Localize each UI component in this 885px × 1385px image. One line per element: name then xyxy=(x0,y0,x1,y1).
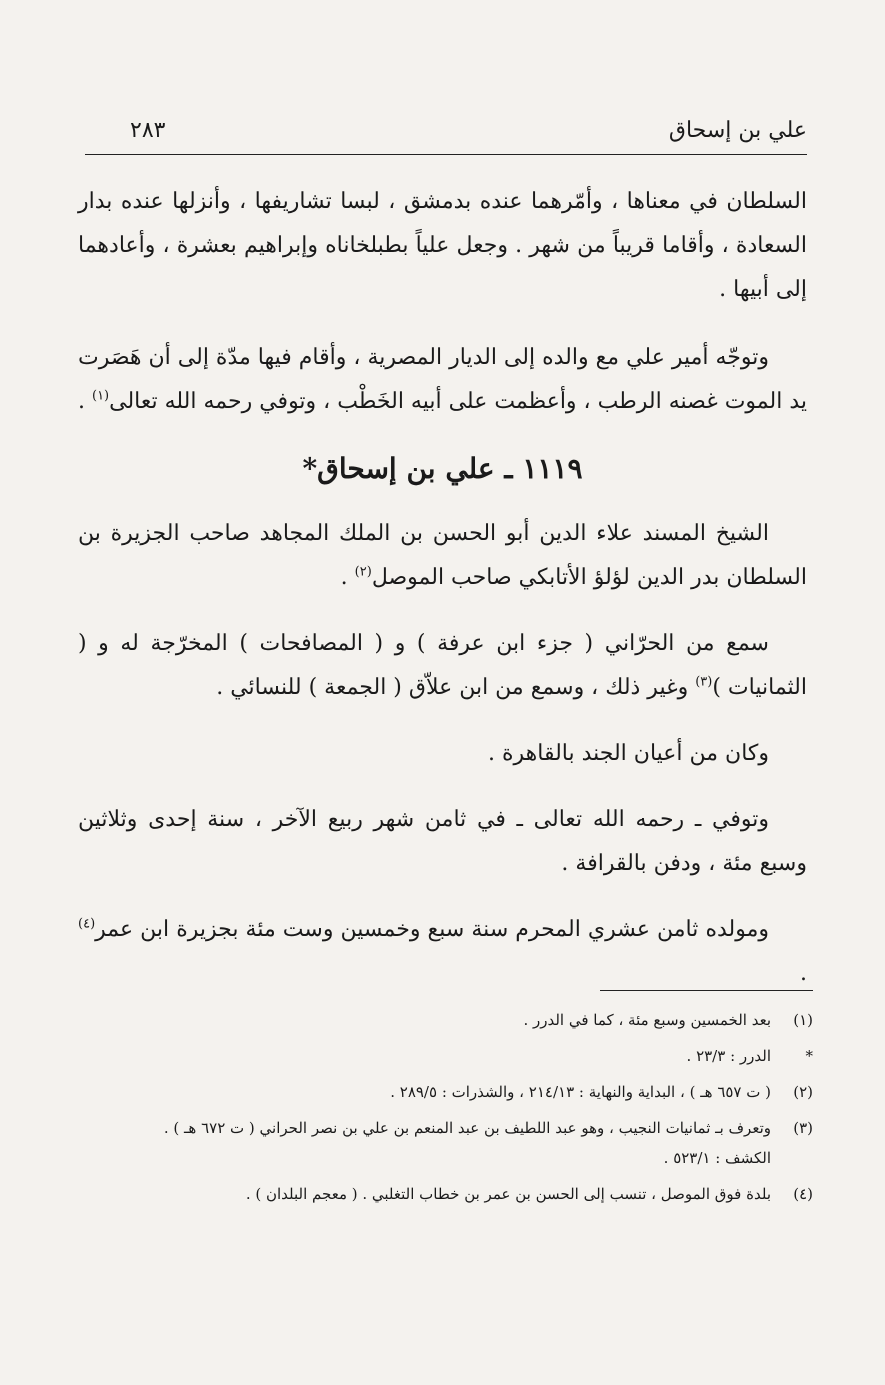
footnote xyxy=(120,1113,813,1173)
entry-heading: ١١١٩ ـ علي بن إسحاق* xyxy=(302,452,583,485)
footnote-mark: (٢) xyxy=(793,1083,813,1101)
footnote-text: الدرر : ٢٣/٣ . xyxy=(686,1047,771,1065)
paragraph xyxy=(78,336,807,424)
paragraph-text: وغير ذلك ، وسمع من ابن علاّق ( الجمعة ) للنسائي . xyxy=(216,675,696,700)
paragraph-text: سمع من الحرّاني ( جزء ابن عرفة ) و ( المصافحات ) المخرّجة له و ( الثمانيات ) xyxy=(78,631,807,700)
paragraph xyxy=(78,732,807,776)
footnotes xyxy=(120,1005,813,1215)
footnote-text: بلدة فوق الموصل ، تنسب إلى الحسن بن عمر بن خطاب التغلبي . ( معجم البلدان ) . xyxy=(245,1185,771,1203)
paragraph-text: وتوفي ـ رحمه الله تعالى ـ في ثامن شهر ربيع الآخر ، سنة إحدى وثلاثين وسبع مئة ، ودفن بالقرافة . xyxy=(78,807,807,876)
paragraph xyxy=(78,180,807,312)
paragraph-end: . xyxy=(800,961,807,986)
footnote-ref: (٢) xyxy=(354,564,372,580)
paragraph-text: وكان من أعيان الجند بالقاهرة . xyxy=(487,741,769,766)
footnote-ref: (٤) xyxy=(78,916,96,932)
footnote xyxy=(120,1041,813,1071)
paragraph xyxy=(78,798,807,886)
footnote-divider xyxy=(600,990,813,991)
paragraph-end: . xyxy=(340,565,355,590)
paragraph xyxy=(78,622,807,710)
paragraph xyxy=(78,512,807,600)
paragraph-end: . xyxy=(77,389,92,414)
paragraph-text: وتوجّه أمير علي مع والده إلى الديار المصرية ، وأقام فيها مدّة إلى أن هَصَرت يد الموت غصنه الرطب ، وأعظمت على أبيه الخَطْب ، وتوفي رحمه الله تعالى xyxy=(78,345,807,414)
footnote-text: بعد الخمسين وسبع مئة ، كما في الدرر . xyxy=(523,1011,771,1029)
footnote-ref: (٣) xyxy=(695,674,713,690)
footnote-ref: (١) xyxy=(91,388,110,404)
paragraph-text: ومولده ثامن عشري المحرم سنة سبع وخمسين وست مئة بجزيرة ابن عمر xyxy=(95,917,769,942)
paragraph-text: السلطان في معناها ، وأمّرهما عنده بدمشق ، لبسا تشاريفها ، وأنزلها عنده بدار السعادة ، وأقاما قريباً من شهر . وجعل علياً بطبلخاناه وإبراهيم بعشرة ، وأعادهما إلى أبيها . xyxy=(78,189,807,302)
footnote-mark: (٣) xyxy=(793,1119,813,1137)
footnote-text: وتعرف بـ ثمانيات النجيب ، وهو عبد اللطيف بن عبد المنعم بن علي بن نصر الحراني ( ت ٦٧٢ هـ ) . الكشف : ٥٢٣/١ . xyxy=(163,1119,771,1167)
footnote xyxy=(120,1077,813,1107)
footnote xyxy=(120,1179,813,1209)
footnote-mark: (١) xyxy=(793,1011,813,1029)
running-title: علي بن إسحاق xyxy=(668,118,807,143)
paragraph-text: الشيخ المسند علاء الدين أبو الحسن بن الملك المجاهد صاحب الجزيرة بن السلطان بدر الدين لؤلؤ الأتابكي صاحب الموصل xyxy=(78,521,807,590)
main-text xyxy=(78,180,807,1018)
footnote-mark: * xyxy=(805,1047,813,1065)
paragraph xyxy=(78,908,807,996)
footnote-text: ( ت ٦٥٧ هـ ) ، البداية والنهاية : ٢١٤/١٣ ، والشذرات : ٢٨٩/٥ . xyxy=(390,1083,771,1101)
page-number: ٢٨٣ xyxy=(130,118,166,143)
page-header xyxy=(85,118,807,155)
footnote-mark: (٤) xyxy=(793,1185,813,1203)
footnote xyxy=(120,1005,813,1035)
